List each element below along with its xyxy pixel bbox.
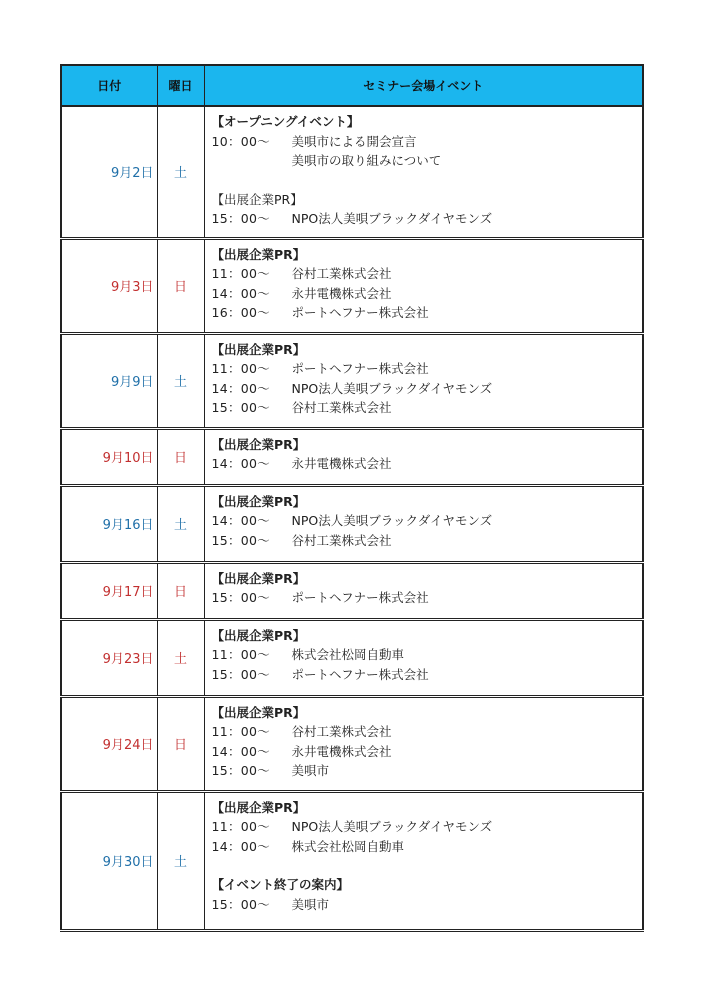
events-cell [204,485,643,562]
event-line [212,511,637,531]
event-block-title: 【出展企業PR】 [211,436,306,452]
table-row [61,106,643,238]
event-description: 美唄市の取り組みについて [291,153,442,168]
event-line [212,209,637,229]
event-block-title: 【出展企業PR】 [211,570,306,586]
weekday-cell: 土 [157,791,204,930]
event-line [212,359,637,379]
weekday-cell: 土 [157,619,204,696]
events-cell [204,619,643,696]
date-cell: 9月10日 [61,428,157,485]
weekday-cell: 土 [157,485,204,562]
event-description: NPO法人美唄ブラックダイヤモンズ [291,211,493,226]
table-row [61,238,643,333]
block-spacer [212,171,637,190]
event-line [212,379,637,399]
event-time: 14：00～ [211,838,271,854]
events-cell [204,562,643,619]
event-time: 14：00～ [211,380,271,396]
events-cell [204,238,643,333]
event-description: NPO法人美唄ブラックダイヤモンズ [291,819,493,834]
table-row [61,428,643,485]
date-cell: 9月3日 [61,238,157,333]
event-line [212,895,637,915]
event-block-title: 【オープニングイベント】 [211,114,360,129]
table-body [61,106,643,930]
event-line [212,132,637,152]
event-line [212,761,637,781]
seminar-schedule-table [60,64,644,932]
table-row [61,333,643,428]
weekday-cell: 日 [157,696,204,791]
header-date: 日付 [61,65,157,106]
event-description: ポートヘフナー株式会社 [291,361,429,376]
date-cell: 9月24日 [61,696,157,791]
event-line [212,722,637,742]
event-description: 谷村工業株式会社 [291,532,392,548]
event-line [212,837,637,857]
date-cell: 9月23日 [61,619,157,696]
event-line [212,151,637,171]
event-description: NPO法人美唄ブラックダイヤモンズ [291,513,493,528]
event-line [212,398,637,418]
event-time: 14：00～ [211,285,271,301]
header-row [61,65,643,106]
event-line [212,303,637,323]
event-line [212,454,637,474]
event-description: 美唄市 [291,763,330,778]
event-time: 11：00～ [211,647,271,662]
event-line [212,645,637,665]
table-row [61,791,643,930]
event-time: 16：00～ [211,305,271,320]
events-cell [204,696,643,791]
event-time [212,151,292,171]
event-line [212,665,637,685]
events-cell [204,791,643,930]
event-time: 10：00～ [211,133,271,149]
date-cell: 9月9日 [61,333,157,428]
header-events: セミナー会場イベント [204,65,643,106]
date-cell: 9月16日 [61,485,157,562]
events-cell [204,106,643,238]
event-time: 15：00～ [211,590,271,605]
event-description: ポートヘフナー株式会社 [291,305,429,320]
event-time: 15：00～ [211,896,271,912]
event-time: 14：00～ [211,743,271,759]
event-time: 14：00～ [211,513,271,528]
date-cell: 9月2日 [61,106,157,238]
event-line [212,742,637,762]
event-line [212,588,637,608]
event-time: 15：00～ [211,211,271,226]
event-block-title: 【イベント終了の案内】 [211,877,350,892]
date-cell: 9月30日 [61,791,157,930]
event-block-title: 【出展企業PR】 [211,493,306,509]
events-cell [204,333,643,428]
event-block-title: 【出展企業PR】 [211,627,306,643]
table-row [61,485,643,562]
event-description: NPO法人美唄ブラックダイヤモンズ [291,380,493,396]
event-time: 15：00～ [211,532,271,548]
event-description: 美唄市による開会宣言 [291,133,417,149]
weekday-cell: 日 [157,238,204,333]
event-block-title: 【出展企業PR】 [211,341,306,357]
event-description: 株式会社松岡自動車 [291,838,405,854]
event-line [212,284,637,304]
event-block-title: 【出展企業PR】 [211,799,306,815]
table-row [61,619,643,696]
table-header [61,65,643,106]
event-block-title: 【出展企業PR】 [211,704,306,720]
block-spacer [212,856,637,875]
event-line [212,264,637,284]
events-cell [204,428,643,485]
table-row [61,562,643,619]
event-block-title: 【出展企業PR】 [211,191,303,207]
event-description: 谷村工業株式会社 [291,400,392,415]
table-row [61,696,643,791]
event-description: 永井電機株式会社 [291,743,392,759]
event-time: 11：00～ [211,266,271,281]
event-description: 永井電機株式会社 [291,456,392,471]
event-line [212,817,637,837]
event-time: 15：00～ [211,763,271,778]
weekday-cell: 日 [157,562,204,619]
header-day: 曜日 [157,65,204,106]
event-line [212,531,637,551]
event-time: 15：00～ [211,666,271,682]
event-description: ポートヘフナー株式会社 [291,590,429,605]
event-block-title: 【出展企業PR】 [211,246,306,262]
event-description: 谷村工業株式会社 [291,724,392,739]
event-description: 株式会社松岡自動車 [291,647,405,662]
event-time: 15：00～ [211,400,271,415]
event-description: 永井電機株式会社 [291,285,392,301]
weekday-cell: 土 [157,106,204,238]
event-time: 14：00～ [211,456,271,471]
weekday-cell: 日 [157,428,204,485]
event-time: 11：00～ [211,819,271,834]
event-time: 11：00～ [211,361,271,376]
event-description: ポートヘフナー株式会社 [291,666,429,682]
weekday-cell: 土 [157,333,204,428]
event-description: 美唄市 [291,896,330,912]
event-time: 11：00～ [211,724,271,739]
event-description: 谷村工業株式会社 [291,266,392,281]
date-cell: 9月17日 [61,562,157,619]
